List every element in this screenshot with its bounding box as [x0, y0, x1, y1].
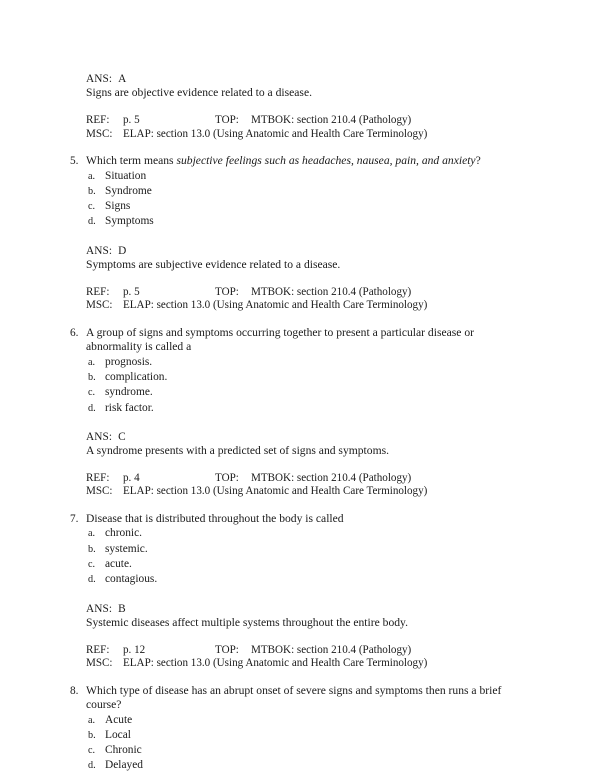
answer-row: [86, 244, 520, 258]
question-stem-7: [70, 512, 520, 527]
option-letter: a.: [88, 170, 96, 182]
option-letter: a.: [88, 528, 96, 540]
option-item[interactable]: [88, 542, 520, 557]
question-item-7: [70, 512, 520, 671]
answer-value: A: [118, 73, 127, 85]
top-value: MTBOK: section 210.4 (Pathology): [251, 643, 412, 656]
question-text-5: [86, 154, 518, 169]
answer-row: [86, 602, 520, 616]
answer-value: C: [118, 430, 126, 443]
question-item-8: [70, 684, 520, 774]
option-text: Syndrome: [105, 184, 152, 197]
question-number-8: 8.: [70, 684, 79, 697]
blank-line: [70, 416, 520, 430]
option-letter: d.: [88, 402, 96, 414]
option-item[interactable]: [88, 526, 520, 541]
ref-label: REF:: [86, 643, 110, 656]
msc-row: [86, 128, 520, 142]
option-text: Acute: [105, 713, 133, 726]
ref-value: p. 5: [123, 114, 140, 126]
msc-label: MSC:: [86, 299, 113, 312]
option-text: contagious.: [105, 573, 158, 586]
ref-value: p. 5: [123, 285, 140, 298]
option-text: acute.: [105, 557, 132, 570]
blank-line: [86, 100, 520, 114]
msc-label: MSC:: [86, 127, 113, 140]
answer-value: B: [118, 602, 126, 615]
ref-label: REF:: [86, 285, 110, 298]
option-letter: a.: [88, 714, 96, 726]
option-text: Local: [105, 728, 131, 741]
msc-label: MSC:: [86, 657, 113, 670]
option-item[interactable]: [88, 713, 520, 728]
answer-label: ANS:: [86, 430, 113, 443]
option-letter: d.: [88, 574, 96, 586]
top-label: TOP:: [215, 114, 239, 126]
answer-value: D: [118, 244, 127, 257]
answer-explanation: Signs are objective evidence related to a disease.: [86, 86, 312, 99]
answer-label: ANS:: [86, 244, 113, 257]
ref-label: REF:: [86, 471, 110, 484]
top-value: MTBOK: section 210.4 (Pathology): [251, 114, 412, 126]
answer-block-carryover: [86, 72, 520, 141]
block-gap: [70, 141, 520, 154]
option-list-6: [88, 355, 520, 416]
top-value: MTBOK: section 210.4 (Pathology): [251, 285, 412, 298]
option-text: Situation: [105, 169, 147, 182]
option-item[interactable]: [88, 385, 520, 400]
blank-line: [86, 630, 520, 644]
answer-label: ANS:: [86, 602, 113, 615]
blank-line: [86, 272, 520, 286]
answer-row: [86, 72, 520, 86]
top-label: TOP:: [215, 285, 239, 298]
option-letter: a.: [88, 356, 96, 368]
answer-block-5: [86, 244, 520, 313]
answer-explanation: Systemic diseases affect multiple systems throughout the entire body.: [86, 615, 408, 629]
question-stem-8: [70, 684, 520, 713]
option-item[interactable]: [88, 355, 520, 370]
reference-row: [86, 472, 520, 486]
option-text: Delayed: [105, 759, 143, 772]
stem-part-plain: Which type of disease has an abrupt onset of severe signs and symptoms then runs a brief course?: [86, 683, 502, 712]
option-item[interactable]: [88, 572, 520, 587]
msc-row: [86, 485, 520, 499]
option-letter: b.: [88, 729, 96, 741]
option-text: syndrome.: [105, 386, 153, 399]
blank-line: [70, 588, 520, 602]
top-value: MTBOK: section 210.4 (Pathology): [251, 471, 412, 484]
option-letter: b.: [88, 185, 96, 197]
msc-value: ELAP: section 13.0 (Using Anatomic and Health Care Terminology): [123, 299, 428, 312]
msc-value: ELAP: section 13.0 (Using Anatomic and Health Care Terminology): [123, 485, 428, 498]
option-letter: b.: [88, 371, 96, 383]
option-text: complication.: [105, 370, 168, 383]
blank-line: [86, 458, 520, 472]
question-number-5: 5.: [70, 155, 79, 167]
top-label: TOP:: [215, 471, 239, 484]
reference-row: [86, 644, 520, 658]
block-gap: [70, 313, 520, 326]
reference-row: [86, 114, 520, 128]
question-stem-5: [70, 154, 520, 169]
question-number-6: 6.: [70, 326, 79, 339]
question-text-7: [86, 512, 518, 527]
msc-value: ELAP: section 13.0 (Using Anatomic and Health Care Terminology): [123, 657, 428, 670]
option-letter: c.: [88, 745, 96, 757]
top-label: TOP:: [215, 643, 239, 656]
reference-row: [86, 286, 520, 300]
answer-label: ANS:: [86, 73, 113, 85]
stem-part-tail: ?: [475, 154, 481, 167]
stem-part-italic: subjective feelings such as headaches, nausea, pain, and anxiety: [176, 154, 476, 167]
option-item[interactable]: [88, 214, 520, 229]
msc-label: MSC:: [86, 485, 113, 498]
answer-row: [86, 430, 520, 444]
stem-part-plain: Which term means: [86, 154, 177, 167]
option-letter: b.: [88, 543, 96, 555]
option-item[interactable]: [88, 370, 520, 385]
question-text-8: [86, 684, 518, 713]
question-number-7: 7.: [70, 512, 79, 525]
option-item[interactable]: [88, 169, 520, 184]
option-text: Chronic: [105, 744, 142, 757]
option-text: chronic.: [105, 527, 143, 540]
question-item-5: [70, 154, 520, 313]
msc-row: [86, 299, 520, 313]
ref-label: REF:: [86, 114, 110, 126]
option-letter: c.: [88, 558, 96, 570]
option-item[interactable]: [88, 728, 520, 743]
option-text: Symptoms: [105, 215, 154, 228]
option-text: risk factor.: [105, 401, 154, 414]
answer-block-6: [86, 430, 520, 499]
option-item[interactable]: [88, 758, 520, 773]
stem-part-plain: Disease that is distributed throughout the body is called: [86, 511, 344, 525]
question-text-6: [86, 326, 518, 355]
option-letter: d.: [88, 760, 96, 772]
block-gap: [70, 671, 520, 684]
option-list-8: [88, 713, 520, 774]
option-item[interactable]: [88, 743, 520, 758]
option-item[interactable]: [88, 184, 520, 199]
answer-block-7: [86, 602, 520, 671]
msc-row: [86, 657, 520, 671]
stem-part-plain: A group of signs and symptoms occurring together to present a particular disease or abnormality is called a: [86, 325, 474, 354]
answer-explanation: Symptoms are subjective evidence related to a disease.: [86, 257, 341, 271]
option-list-5: [88, 169, 520, 230]
option-list-7: [88, 526, 520, 587]
option-letter: d.: [88, 216, 96, 228]
option-item[interactable]: [88, 199, 520, 214]
ref-value: p. 4: [123, 471, 140, 484]
block-gap: [70, 499, 520, 512]
msc-value: ELAP: section 13.0 (Using Anatomic and Health Care Terminology): [123, 127, 428, 140]
question-item-6: [70, 326, 520, 499]
blank-line: [70, 230, 520, 244]
answer-explanation: A syndrome presents with a predicted set of signs and symptoms.: [86, 443, 390, 457]
option-item[interactable]: [88, 401, 520, 416]
option-letter: c.: [88, 387, 96, 399]
option-letter: c.: [88, 201, 96, 213]
ref-value: p. 12: [123, 643, 146, 656]
option-text: Signs: [105, 200, 131, 213]
option-text: prognosis.: [105, 355, 153, 368]
option-item[interactable]: [88, 557, 520, 572]
option-text: systemic.: [105, 542, 148, 555]
question-stem-6: [70, 326, 520, 355]
